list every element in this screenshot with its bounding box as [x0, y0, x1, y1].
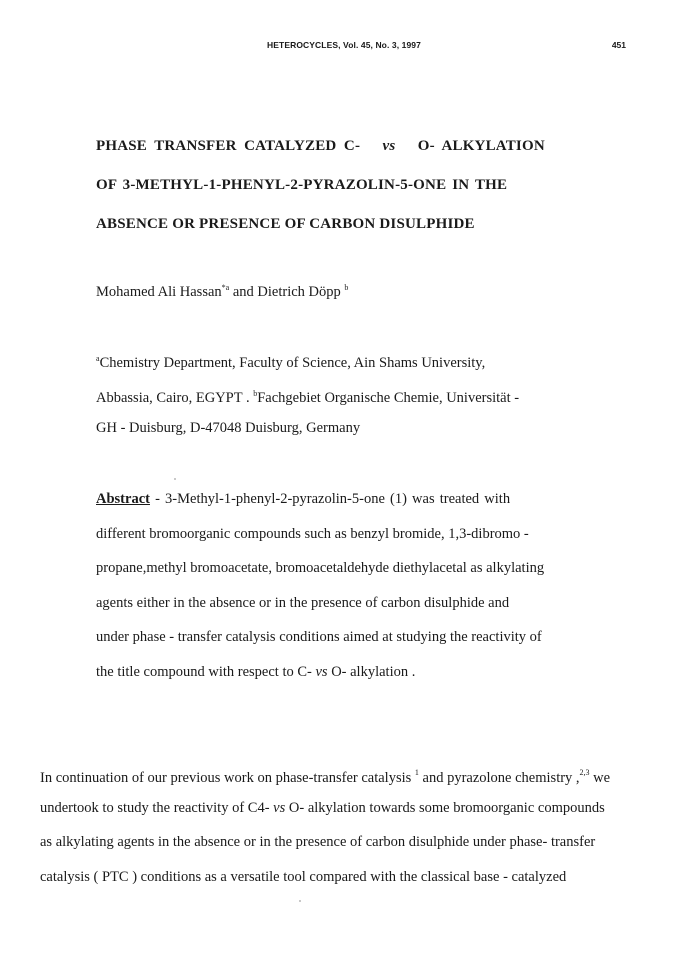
abstract-text: O- alkylation . [327, 663, 416, 680]
abstract-heading: Abstract [96, 491, 150, 507]
body-text-span: undertook to study the reactivity of C4- [40, 799, 274, 816]
abstract-line: different bromoorganic compounds such as benzyl bromide, 1,3-dibromo - [96, 525, 529, 542]
body-text-span: O- alkylation towards some bromoorganic compounds [285, 799, 605, 816]
page-number: 451 [611, 40, 626, 50]
abstract-line [96, 490, 558, 525]
abstract-line [96, 663, 558, 698]
affiliations [96, 350, 576, 454]
title-vs: vs [382, 138, 396, 154]
title-line: OF 3-METHYL-1-PHENYL-2-PYRAZOLIN-5-ONE IN THE [96, 177, 508, 193]
abstract-line: propane,methyl bromoacetate, bromoacetaldehyde diethylacetal as alkylating [96, 560, 545, 577]
author-list [96, 283, 348, 301]
body-line: as alkylating agents in the absence or in the presence of carbon disulphide under phase- transfer [40, 834, 596, 851]
affiliation-line [96, 350, 576, 385]
abstract-vs: vs [315, 663, 328, 680]
title-text: PHASE TRANSFER CATALYZED C- [96, 138, 361, 154]
abstract-text: - 3-Methyl-1-phenyl-2-pyrazolin-5-one (1) was treated with [149, 491, 511, 507]
affiliation-mark: a [96, 354, 100, 363]
affiliation-mark: b [253, 388, 258, 398]
abstract [96, 490, 558, 698]
affiliation-line [96, 385, 576, 420]
body-text-span: and pyrazolone chemistry , [418, 770, 580, 786]
body-line: catalysis ( PTC ) conditions as a versatile tool compared with the classical base - catalyzed [40, 868, 567, 885]
body-text-span: we [589, 770, 611, 786]
author-name: Mohamed Ali Hassan [96, 284, 222, 300]
body-line [40, 764, 632, 799]
abstract-line: under phase - transfer catalysis conditions aimed at studying the reactivity of [96, 629, 542, 646]
abstract-text: the title compound with respect to C- [96, 663, 316, 680]
journal-citation: HETEROCYCLES, Vol. 45, No. 3, 1997 [267, 40, 421, 50]
title-text: O- ALKYLATION [417, 138, 545, 154]
reference-mark: 1 [414, 768, 419, 777]
body-vs: vs [273, 799, 286, 816]
title-line: ABSENCE OR PRESENCE OF CARBON DISULPHIDE [96, 216, 475, 232]
affiliation-line: GH - Duisburg, D-47048 Duisburg, Germany [96, 420, 361, 436]
affiliation-text: Fachgebiet Organische Chemie, Universität - [257, 389, 520, 406]
author-mark: *a [221, 283, 230, 292]
author-mark: b [344, 283, 349, 292]
author-name: and Dietrich Döpp [229, 284, 341, 300]
body-line [40, 799, 632, 834]
reference-mark: 2,3 [579, 768, 590, 777]
article-title [96, 136, 566, 253]
running-header [0, 40, 688, 54]
affiliation-text: Chemistry Department, Faculty of Science, Ain Shams University, [99, 355, 486, 371]
scan-speck [174, 478, 176, 480]
body-text [40, 764, 632, 902]
title-line [96, 136, 566, 175]
abstract-line: agents either in the absence or in the presence of carbon disulphide and [96, 594, 510, 611]
scan-speck [299, 900, 301, 902]
body-text-span: In continuation of our previous work on phase-transfer catalysis [40, 770, 415, 786]
affiliation-text: Abbassia, Cairo, EGYPT . [96, 389, 254, 406]
